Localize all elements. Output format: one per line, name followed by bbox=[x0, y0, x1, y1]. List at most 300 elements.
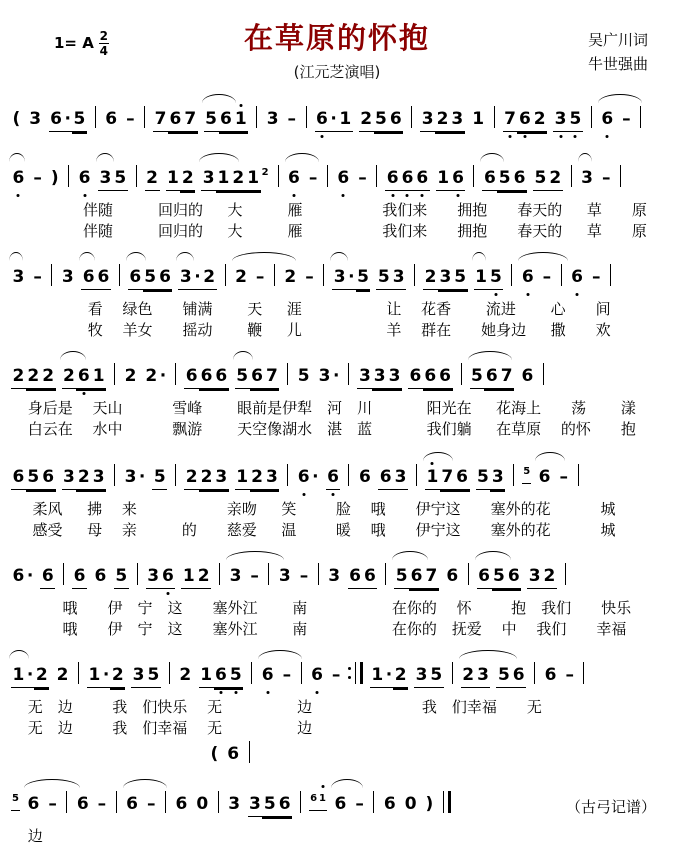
augmentation-dot: · bbox=[193, 266, 201, 290]
notes-row bbox=[8, 92, 666, 141]
note-group bbox=[11, 108, 22, 131]
note-group bbox=[354, 793, 366, 816]
slur-arc bbox=[285, 153, 319, 162]
barline bbox=[274, 264, 275, 286]
note-group bbox=[503, 108, 548, 132]
note: – bbox=[542, 267, 552, 287]
note: 2 bbox=[180, 167, 195, 191]
note: 5 bbox=[26, 466, 41, 490]
note: 6 bbox=[309, 789, 318, 811]
note-group bbox=[591, 266, 603, 289]
note-group bbox=[184, 466, 229, 490]
note-group bbox=[201, 163, 269, 191]
slur-arc bbox=[331, 779, 363, 788]
note-group bbox=[195, 793, 210, 816]
thick-barline bbox=[360, 662, 363, 684]
note: – bbox=[308, 168, 318, 188]
note: 6 bbox=[76, 794, 89, 814]
note: 5 bbox=[492, 565, 507, 589]
note-group bbox=[125, 793, 140, 816]
note-group bbox=[62, 365, 107, 389]
barline bbox=[565, 563, 566, 585]
barline bbox=[561, 264, 562, 286]
note: ) bbox=[425, 794, 434, 814]
note-group bbox=[357, 167, 369, 190]
note: 6 bbox=[12, 566, 25, 586]
barline bbox=[443, 791, 444, 813]
song-title: 在草原的怀抱 bbox=[243, 21, 430, 55]
note-group bbox=[326, 466, 341, 490]
note-group bbox=[378, 466, 408, 490]
note: 6 bbox=[358, 467, 371, 487]
lyrics-row-2: 感受 母 亲 的 慈爱 温 暖 哦 伊宁这 塞外的花 城 bbox=[8, 521, 616, 539]
note: – bbox=[250, 566, 259, 586]
slur-arc bbox=[472, 252, 486, 261]
note: 1 bbox=[233, 108, 248, 132]
note-group bbox=[60, 266, 75, 289]
performer-subtitle: (江元芝演唱) bbox=[293, 63, 381, 81]
note-group bbox=[11, 664, 49, 688]
notes-row bbox=[8, 775, 666, 826]
slur-arc bbox=[578, 153, 592, 162]
note-group bbox=[49, 108, 87, 132]
barline bbox=[640, 106, 641, 128]
note-group bbox=[359, 108, 404, 132]
lyrics-row-1: 哦 伊 宁 这 塞外江 南 在你的 怀 抱 我们 快乐 bbox=[8, 599, 632, 617]
barline bbox=[513, 464, 514, 486]
slur-arc bbox=[459, 650, 517, 659]
barline bbox=[461, 363, 462, 385]
note: 3 bbox=[476, 664, 491, 688]
slur-arc bbox=[233, 351, 253, 360]
augmentation-dot: · bbox=[63, 108, 71, 132]
note: 3 bbox=[553, 108, 568, 132]
note-group bbox=[144, 365, 167, 388]
note: – bbox=[305, 267, 314, 287]
barline bbox=[95, 106, 96, 128]
note: 1 bbox=[11, 664, 26, 688]
augmentation-dot: · bbox=[347, 266, 355, 290]
note: 6 bbox=[297, 467, 310, 487]
notes-row bbox=[8, 149, 666, 200]
barline bbox=[218, 791, 219, 813]
barline bbox=[251, 662, 252, 684]
barline bbox=[175, 464, 176, 486]
note-group bbox=[553, 108, 583, 132]
barline bbox=[323, 264, 324, 286]
note: 6 bbox=[446, 566, 459, 586]
note: 5 bbox=[376, 266, 391, 290]
note: 2 bbox=[284, 267, 297, 287]
note: – bbox=[559, 467, 568, 487]
note: 6 bbox=[72, 565, 87, 589]
note: 2 bbox=[145, 366, 158, 386]
note: 6 bbox=[158, 266, 173, 290]
note-group bbox=[178, 664, 193, 687]
note-group bbox=[265, 108, 280, 131]
note: 1 bbox=[472, 109, 485, 129]
note-group bbox=[527, 565, 557, 589]
note: 5 bbox=[533, 167, 548, 191]
note-group bbox=[309, 789, 327, 814]
slur-arc bbox=[126, 252, 146, 261]
note-group bbox=[307, 167, 319, 190]
note: 0 bbox=[196, 794, 209, 814]
note: 1 bbox=[436, 167, 451, 191]
note: 1 bbox=[235, 466, 250, 490]
note: 6 bbox=[161, 565, 176, 589]
note-group bbox=[184, 365, 229, 389]
barline bbox=[494, 106, 495, 128]
note: 7 bbox=[153, 108, 168, 132]
note-group bbox=[93, 565, 108, 588]
lyrics-row-2: 伴随 回归的 大 雁 我们来 拥抱 春天的 草 原 bbox=[8, 222, 647, 240]
note-group bbox=[249, 565, 261, 588]
note: 3 bbox=[490, 466, 505, 490]
note: 2 bbox=[110, 664, 125, 688]
note: 6 bbox=[311, 665, 323, 685]
note: 0 bbox=[404, 794, 417, 814]
note: 3 bbox=[228, 794, 241, 814]
barline bbox=[78, 662, 79, 684]
note: 6 bbox=[227, 744, 240, 764]
note: 5 bbox=[356, 266, 371, 290]
note: – bbox=[565, 665, 574, 685]
note: 6 bbox=[199, 365, 214, 389]
note: 6 bbox=[362, 565, 377, 589]
note: 5 bbox=[146, 664, 161, 688]
note: 6 bbox=[506, 565, 521, 589]
note: ( bbox=[210, 744, 219, 764]
note-group bbox=[533, 167, 563, 191]
key-text: 1= A bbox=[54, 34, 94, 52]
note: 6 bbox=[383, 794, 396, 814]
lyrics-row-2: 无 边 我 们幸福 无 边 bbox=[8, 719, 313, 737]
note: 6 bbox=[126, 794, 138, 814]
note: 6 bbox=[601, 109, 614, 129]
barline bbox=[583, 662, 584, 684]
note: 6 bbox=[378, 466, 393, 490]
note-group bbox=[474, 266, 504, 290]
note-group bbox=[98, 167, 128, 191]
note: 2 bbox=[532, 108, 547, 132]
note-group bbox=[72, 565, 87, 589]
note-group bbox=[145, 167, 160, 191]
note: 2 bbox=[26, 365, 41, 389]
system-2 bbox=[8, 149, 666, 242]
note: 3 bbox=[527, 565, 542, 589]
note-group bbox=[153, 108, 198, 132]
note: 3 bbox=[357, 365, 372, 389]
note: 3 bbox=[124, 467, 137, 487]
note: 6 bbox=[219, 108, 234, 132]
note: – bbox=[592, 267, 601, 287]
note-group bbox=[26, 793, 41, 816]
note: 5 bbox=[262, 793, 277, 817]
note: 2 bbox=[261, 167, 269, 178]
note-group bbox=[425, 466, 470, 490]
note: 1 bbox=[246, 167, 261, 191]
note: 6 bbox=[261, 665, 274, 685]
system-3 bbox=[8, 250, 666, 341]
note-group bbox=[209, 743, 220, 767]
barline bbox=[452, 662, 453, 684]
note: 6 bbox=[250, 365, 265, 389]
note: 2 bbox=[34, 664, 49, 688]
note-group bbox=[62, 466, 107, 490]
lyrics-row-1: 身后是 天山 雪峰 眼前是伊犁 河 川 阳光在 花海上 荡 漾 bbox=[8, 399, 636, 417]
note: 3 bbox=[414, 664, 429, 688]
note-group bbox=[333, 793, 348, 816]
note: – bbox=[299, 566, 309, 586]
notes-row bbox=[8, 349, 666, 398]
note: 1 bbox=[338, 108, 353, 132]
note: ( bbox=[12, 109, 21, 129]
barline bbox=[620, 165, 621, 187]
note: 2 bbox=[56, 665, 69, 685]
note-group bbox=[277, 565, 292, 588]
note: 3 bbox=[248, 793, 263, 817]
note: 3 bbox=[266, 109, 279, 129]
note-group bbox=[81, 266, 111, 290]
note: 1 bbox=[199, 664, 214, 688]
note: 5 bbox=[143, 266, 158, 290]
note: 3 bbox=[98, 167, 113, 191]
note: 3 bbox=[438, 266, 453, 290]
slur-arc bbox=[176, 252, 194, 261]
note: – bbox=[355, 794, 364, 814]
note: 6 bbox=[288, 168, 300, 188]
note-group bbox=[580, 167, 595, 190]
note-group bbox=[376, 266, 406, 290]
note: 5 bbox=[228, 664, 243, 688]
note: – bbox=[331, 665, 341, 685]
note: 6 bbox=[41, 466, 56, 490]
note-group bbox=[310, 664, 325, 687]
note-group bbox=[227, 793, 242, 816]
note-group bbox=[601, 167, 613, 190]
note-group bbox=[87, 664, 125, 688]
note: 6 bbox=[94, 566, 107, 586]
barline bbox=[468, 563, 469, 585]
note-group bbox=[287, 167, 302, 190]
barline bbox=[301, 662, 302, 684]
note: 5 bbox=[374, 108, 389, 132]
note: 5 bbox=[204, 108, 219, 132]
slur-arc bbox=[232, 252, 296, 261]
note-group bbox=[570, 266, 585, 289]
barline bbox=[114, 363, 115, 385]
note-group bbox=[304, 266, 316, 289]
note-group bbox=[336, 167, 351, 190]
score bbox=[8, 92, 666, 847]
note-group bbox=[55, 664, 70, 687]
note: 2 bbox=[231, 167, 246, 191]
note-group bbox=[281, 664, 293, 687]
note-group bbox=[436, 167, 466, 191]
barline bbox=[116, 791, 117, 813]
note: 1 bbox=[474, 266, 489, 290]
barline bbox=[318, 563, 319, 585]
note: 3 bbox=[581, 168, 593, 188]
note-group bbox=[414, 664, 444, 688]
note-group bbox=[166, 167, 196, 191]
slur-arc bbox=[202, 94, 236, 103]
header bbox=[8, 6, 666, 92]
slur-arc bbox=[518, 252, 568, 261]
note: 2 bbox=[62, 365, 77, 389]
slur-arc bbox=[330, 252, 348, 261]
note: 1 bbox=[425, 466, 440, 490]
slur-arc bbox=[423, 452, 453, 461]
note: 2 bbox=[196, 565, 211, 589]
note-group bbox=[234, 266, 249, 289]
barline bbox=[256, 106, 257, 128]
note: 2 bbox=[184, 466, 199, 490]
note-group bbox=[77, 167, 92, 190]
note: 7 bbox=[503, 108, 518, 132]
barline bbox=[137, 563, 138, 585]
note-group bbox=[327, 565, 342, 588]
note: 6 bbox=[105, 109, 118, 129]
note: 5 bbox=[488, 266, 503, 290]
note: 2 bbox=[542, 565, 557, 589]
note: 2 bbox=[41, 365, 56, 389]
barline bbox=[571, 165, 572, 187]
note: 6 bbox=[96, 266, 111, 290]
note-group bbox=[403, 793, 418, 816]
note-group bbox=[146, 565, 176, 589]
note: – bbox=[48, 794, 57, 814]
note-group bbox=[125, 108, 137, 131]
note: 3 bbox=[318, 366, 331, 386]
note: 2 bbox=[145, 167, 160, 191]
note-group bbox=[123, 365, 138, 388]
note: 6 bbox=[78, 168, 91, 188]
note-group bbox=[248, 793, 293, 817]
note-group bbox=[461, 664, 491, 688]
note-group bbox=[199, 664, 244, 688]
slur-arc bbox=[79, 252, 95, 261]
note-group bbox=[11, 466, 56, 490]
note: 2 bbox=[11, 365, 26, 389]
slur-arc bbox=[475, 551, 511, 560]
note-group bbox=[315, 108, 353, 132]
note: 2 bbox=[423, 266, 438, 290]
slur-arc bbox=[226, 551, 284, 560]
note-group bbox=[520, 266, 535, 289]
barline bbox=[219, 563, 220, 585]
pickup-row bbox=[8, 739, 666, 767]
note: 2 bbox=[76, 466, 91, 490]
note: 1 bbox=[318, 789, 327, 811]
augmentation-dot: · bbox=[159, 366, 167, 386]
note: – bbox=[622, 109, 631, 129]
note: 6 bbox=[438, 365, 453, 389]
note-group bbox=[123, 466, 146, 489]
slur-arc bbox=[199, 153, 239, 162]
note-group bbox=[564, 664, 576, 687]
barline bbox=[534, 662, 535, 684]
barline bbox=[225, 264, 226, 286]
lyrics-row-1: 看 绿色 铺满 天 涯 让 花香 流进 心 间 bbox=[8, 300, 611, 318]
slur-arc bbox=[258, 650, 302, 659]
repeat-barline bbox=[348, 662, 364, 685]
note: 3 bbox=[131, 664, 146, 688]
key-signature bbox=[54, 30, 109, 57]
barline bbox=[175, 363, 176, 385]
augmentation-dot: · bbox=[332, 366, 340, 386]
note: 6 bbox=[415, 167, 430, 191]
note: 5 bbox=[470, 365, 485, 389]
note: 7 bbox=[440, 466, 455, 490]
note: 5 bbox=[496, 664, 511, 688]
note: 6 bbox=[538, 467, 551, 487]
note: 2 bbox=[393, 664, 408, 688]
barline bbox=[114, 464, 115, 486]
note: 6 bbox=[544, 665, 557, 685]
note: 6 bbox=[484, 365, 499, 389]
note: 6 bbox=[455, 466, 470, 490]
note-group bbox=[520, 365, 535, 388]
meter-denominator: 4 bbox=[99, 44, 109, 58]
notes-row bbox=[8, 648, 666, 697]
notes-row bbox=[8, 250, 666, 299]
slur-arc bbox=[9, 153, 25, 162]
note-group bbox=[471, 108, 486, 131]
note: 5 bbox=[11, 789, 20, 811]
note: – bbox=[126, 109, 135, 129]
note-group bbox=[394, 565, 439, 589]
note: 6 bbox=[388, 108, 403, 132]
note-group bbox=[11, 365, 56, 389]
augmentation-dot: · bbox=[26, 566, 34, 586]
note: 6 bbox=[409, 565, 424, 589]
note-group bbox=[11, 266, 26, 289]
lyrics-row-2: 白云在 水中 飘游 天空像湖水 湛 蓝 我们躺 在草原 的怀 抱 bbox=[8, 420, 636, 438]
note: 2 bbox=[548, 167, 563, 191]
note: 3 bbox=[372, 365, 387, 389]
barline bbox=[268, 563, 269, 585]
note: 5 bbox=[152, 466, 167, 490]
slur-arc bbox=[60, 351, 86, 360]
note: 1 bbox=[91, 365, 106, 389]
note-group bbox=[382, 793, 397, 816]
note: 2 bbox=[124, 366, 137, 386]
note-group bbox=[226, 743, 241, 767]
note: 6 bbox=[423, 365, 438, 389]
note: 6 bbox=[277, 793, 292, 817]
note: 3 bbox=[61, 267, 74, 287]
note: 6 bbox=[76, 365, 91, 389]
note-group bbox=[146, 793, 158, 816]
barline bbox=[278, 165, 279, 187]
note: 6 bbox=[175, 794, 188, 814]
note: 7 bbox=[183, 108, 198, 132]
barline bbox=[610, 264, 611, 286]
note: 1 bbox=[370, 664, 385, 688]
barline bbox=[165, 791, 166, 813]
note-group bbox=[104, 108, 119, 131]
note-group bbox=[370, 664, 408, 688]
note: – bbox=[287, 109, 297, 129]
note-group bbox=[131, 664, 161, 688]
note: 2 bbox=[435, 108, 450, 132]
note: 6 bbox=[477, 565, 492, 589]
barline bbox=[373, 791, 374, 813]
barline bbox=[385, 563, 386, 585]
note: 5 bbox=[394, 565, 409, 589]
